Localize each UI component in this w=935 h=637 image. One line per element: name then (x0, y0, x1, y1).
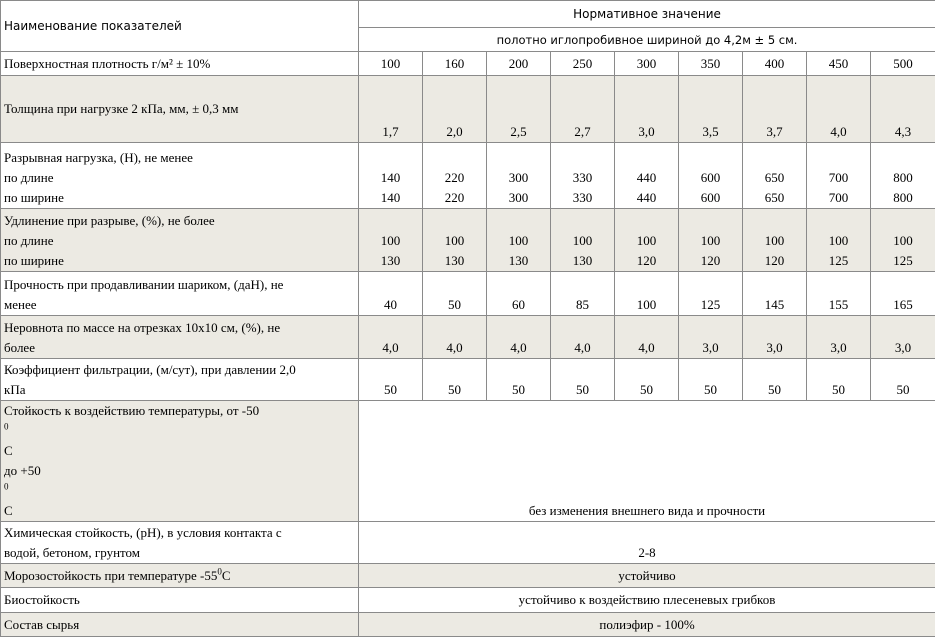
puncture-value: 125 (679, 272, 743, 316)
filtration-value: 50 (423, 359, 487, 401)
puncture-label-cell (1, 272, 359, 316)
row-elongation (1, 209, 935, 272)
tensile-width-value: 330 (554, 188, 611, 208)
elongation-length-value: 100 (426, 231, 483, 251)
elongation-length-value: 100 (810, 231, 867, 251)
tensile-width-value: 600 (682, 188, 739, 208)
thickness-value: 4,0 (807, 76, 871, 143)
row-composition (1, 613, 935, 637)
filtration-value: 50 (743, 359, 807, 401)
tensile-length-value: 220 (426, 168, 483, 188)
row-thickness (1, 76, 935, 143)
chemical-label-cell (1, 522, 359, 564)
density-value: 350 (679, 52, 743, 76)
bio-label: Биостойкость (1, 588, 359, 613)
row-puncture (1, 272, 935, 316)
norm-subtitle: полотно иглопробивное шириной до 4,2м ± 5 см. (359, 28, 935, 52)
chemical-label-line1: Химическая стойкость, (рН), в условия контакта с (4, 523, 355, 543)
composition-value: полиэфир - 100% (359, 613, 935, 637)
elongation-width-value: 120 (746, 251, 803, 271)
thickness-value: 2,5 (487, 76, 551, 143)
row-bio (1, 588, 935, 613)
elongation-width-value: 130 (362, 251, 419, 271)
puncture-value: 155 (807, 272, 871, 316)
filtration-value: 50 (551, 359, 615, 401)
header-row-1 (1, 1, 935, 28)
tensile-length-value: 140 (362, 168, 419, 188)
temperature-label-line1: Стойкость к воздействию температуры, от -50 $^0$ С (4, 401, 355, 461)
tensile-length-value: 650 (746, 168, 803, 188)
row-tensile (1, 143, 935, 209)
unevenness-value: 3,0 (871, 316, 935, 359)
temperature-label-line2: до +50 $^0$ С (4, 461, 355, 521)
bio-value: устойчиво к воздействию плесеневых грибков (359, 588, 935, 613)
filtration-label-line1: Коэффициент фильтрации, (м/сут), при давлении 2,0 (4, 360, 355, 380)
density-value: 450 (807, 52, 871, 76)
tensile-length-value: 300 (490, 168, 547, 188)
thickness-value: 2,0 (423, 76, 487, 143)
tensile-label-cell (1, 143, 359, 209)
temperature-label-cell (1, 401, 359, 522)
density-value: 250 (551, 52, 615, 76)
elongation-length-value: 100 (554, 231, 611, 251)
puncture-label-line2: менее (4, 295, 355, 315)
elongation-width-value: 125 (874, 251, 932, 271)
density-value: 160 (423, 52, 487, 76)
tensile-length-value: 800 (874, 168, 932, 188)
elongation-width-value: 120 (682, 251, 739, 271)
tensile-width-value: 440 (618, 188, 675, 208)
tensile-width-value: 220 (426, 188, 483, 208)
norm-title: Нормативное значение (359, 1, 935, 28)
tensile-width-value: 300 (490, 188, 547, 208)
thickness-value: 4,3 (871, 76, 935, 143)
filtration-value: 50 (807, 359, 871, 401)
filtration-value: 50 (359, 359, 423, 401)
tensile-label: Разрывная нагрузка, (Н), не менее (4, 148, 355, 168)
density-value: 100 (359, 52, 423, 76)
filtration-label-cell (1, 359, 359, 401)
density-value: 200 (487, 52, 551, 76)
filtration-value: 50 (615, 359, 679, 401)
unevenness-value: 3,0 (679, 316, 743, 359)
elongation-length-value: 100 (618, 231, 675, 251)
filtration-value: 50 (871, 359, 935, 401)
elongation-width-value: 120 (618, 251, 675, 271)
tensile-width-value: 700 (810, 188, 867, 208)
elongation-width-value: 125 (810, 251, 867, 271)
unevenness-value: 4,0 (615, 316, 679, 359)
tensile-width-value: 650 (746, 188, 803, 208)
puncture-value: 85 (551, 272, 615, 316)
puncture-value: 145 (743, 272, 807, 316)
elongation-length-value: 100 (874, 231, 932, 251)
tensile-sub-width: по ширине (4, 188, 355, 208)
unevenness-value: 4,0 (487, 316, 551, 359)
filtration-value: 50 (487, 359, 551, 401)
density-value: 400 (743, 52, 807, 76)
row-temperature (1, 401, 935, 522)
row-density (1, 52, 935, 76)
filtration-value: 50 (679, 359, 743, 401)
chemical-value: 2-8 (359, 522, 935, 564)
density-value: 500 (871, 52, 935, 76)
density-value: 300 (615, 52, 679, 76)
puncture-value: 40 (359, 272, 423, 316)
density-label: Поверхностная плотность г/м² ± 10% (1, 52, 359, 76)
unevenness-value: 4,0 (359, 316, 423, 359)
tensile-length-value: 330 (554, 168, 611, 188)
puncture-label-line1: Прочность при продавливании шариком, (даН), не (4, 275, 355, 295)
elongation-width-value: 130 (426, 251, 483, 271)
filtration-label-line2: кПа (4, 380, 355, 400)
tensile-width-value: 140 (362, 188, 419, 208)
frost-label: Морозостойкость при температуре $-55^0С$ (1, 564, 359, 588)
row-chemical (1, 522, 935, 564)
col-name-header: Наименование показателей (1, 1, 359, 52)
elongation-length-value: 100 (746, 231, 803, 251)
unevenness-value: 4,0 (551, 316, 615, 359)
elongation-length-value: 100 (490, 231, 547, 251)
thickness-value: 3,5 (679, 76, 743, 143)
frost-value: устойчиво (359, 564, 935, 588)
elongation-width-value: 130 (554, 251, 611, 271)
elongation-length-value: 100 (682, 231, 739, 251)
tensile-length-value: 440 (618, 168, 675, 188)
puncture-value: 60 (487, 272, 551, 316)
elongation-length-value: 100 (362, 231, 419, 251)
elongation-label-cell (1, 209, 359, 272)
elongation-width-value: 130 (490, 251, 547, 271)
thickness-value: 3,7 (743, 76, 807, 143)
tensile-width-value: 800 (874, 188, 932, 208)
chemical-label-line2: водой, бетоном, грунтом (4, 543, 355, 563)
puncture-value: 100 (615, 272, 679, 316)
elongation-sub-width: по ширине (4, 251, 355, 271)
puncture-value: 165 (871, 272, 935, 316)
unevenness-value: 3,0 (743, 316, 807, 359)
unevenness-value: 4,0 (423, 316, 487, 359)
thickness-label: Толщина при нагрузке 2 кПа, мм, ± 0,3 мм (1, 76, 359, 143)
unevenness-label-line2: более (4, 338, 355, 358)
unevenness-label-cell (1, 316, 359, 359)
elongation-sub-length: по длине (4, 231, 355, 251)
unevenness-value: 3,0 (807, 316, 871, 359)
row-frost (1, 564, 935, 588)
thickness-value: 2,7 (551, 76, 615, 143)
tensile-sub-length: по длине (4, 168, 355, 188)
thickness-value: 1,7 (359, 76, 423, 143)
thickness-value: 3,0 (615, 76, 679, 143)
unevenness-label-line1: Неровнота по массе на отрезках 10х10 см, (%), не (4, 318, 355, 338)
tensile-length-value: 700 (810, 168, 867, 188)
elongation-label: Удлинение при разрыве, (%), не более (4, 211, 355, 231)
puncture-value: 50 (423, 272, 487, 316)
row-unevenness (1, 316, 935, 359)
temperature-value: без изменения внешнего вида и прочности (359, 401, 935, 522)
row-filtration (1, 359, 935, 401)
composition-label: Состав сырья (1, 613, 359, 637)
tensile-length-value: 600 (682, 168, 739, 188)
